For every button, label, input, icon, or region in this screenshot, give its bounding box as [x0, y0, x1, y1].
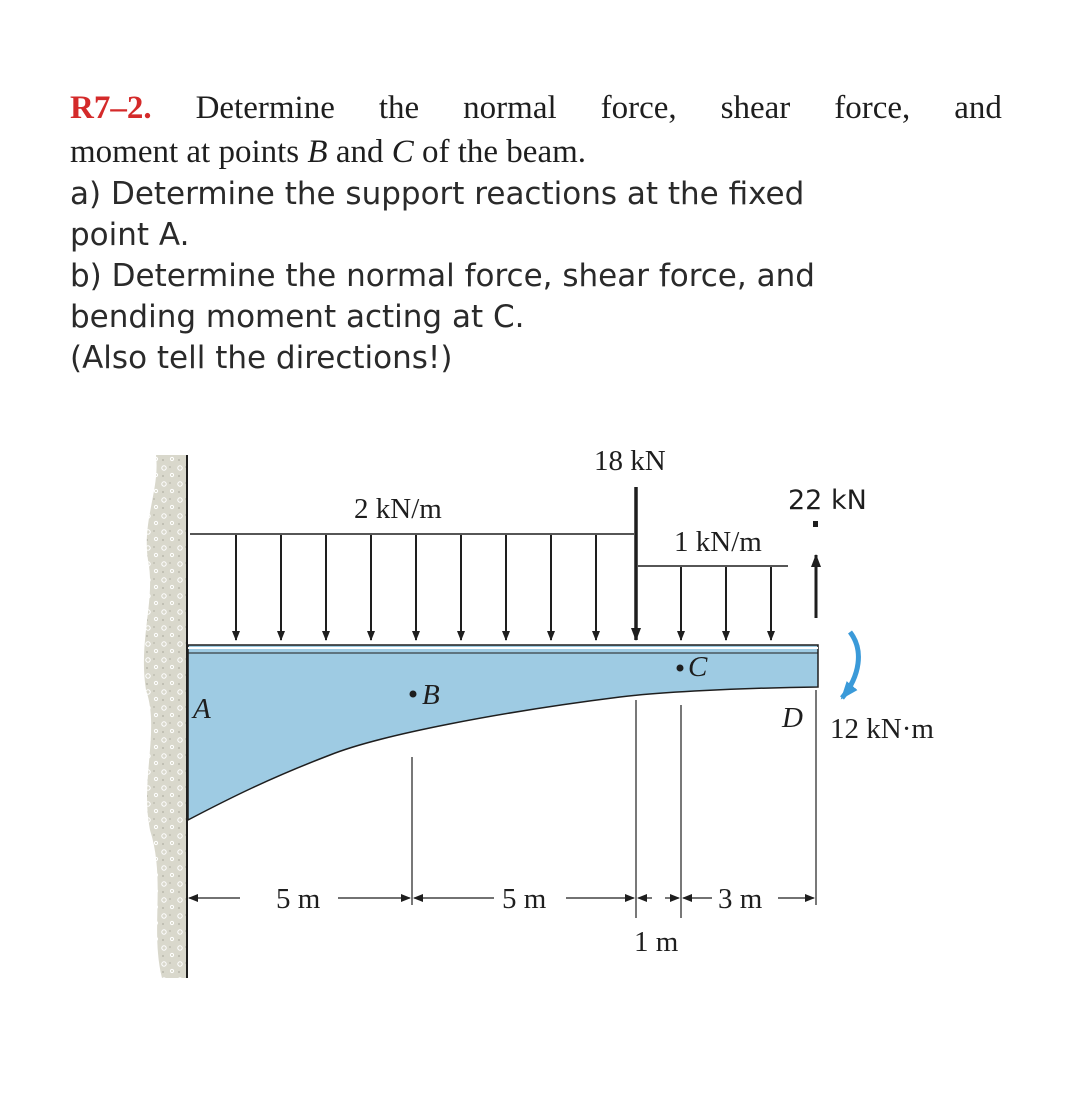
part-b-line-2: bending moment acting at C. — [70, 299, 525, 335]
dim-label-2: 5 m — [502, 883, 547, 915]
line2-point-c: C — [391, 134, 414, 170]
part-a-line-2: point A. — [70, 217, 190, 253]
line2-point-b: B — [307, 134, 328, 170]
part-b-line-1: b) Determine the normal force, shear force, and — [70, 258, 815, 294]
point-load-18kn-label: 18 kN — [594, 445, 666, 477]
point-c-label: C — [688, 651, 708, 683]
line2-post: of the beam. — [413, 134, 587, 170]
dim-label-1: 5 m — [276, 883, 321, 915]
line1-word: the — [378, 90, 420, 126]
beam — [188, 645, 818, 820]
point-a-label: A — [193, 693, 211, 725]
note-line: (Also tell the directions!) — [70, 340, 453, 376]
point-b-dot — [410, 691, 417, 698]
point-c-dot — [677, 665, 684, 672]
line1-word: force, — [600, 90, 677, 126]
dim-label-3: 1 m — [634, 926, 679, 958]
line2-and: and — [327, 134, 392, 170]
line1-word: shear — [720, 90, 791, 126]
dim-label-4: 3 m — [718, 883, 763, 915]
dist-load-left-label: 2 kN/m — [354, 493, 442, 525]
moment-arrow — [842, 632, 858, 698]
problem-number: R7–2. — [70, 90, 152, 126]
dist-load-right-label: 1 kN/m — [674, 526, 762, 558]
point-load-22kn-tick — [813, 521, 818, 527]
point-d-label: D — [782, 702, 803, 734]
point-b-label: B — [422, 679, 440, 711]
line2-pre: moment at points — [70, 134, 308, 170]
line1-word: and — [954, 90, 1002, 126]
line1-word: Determine — [195, 90, 335, 126]
part-a-line-1: a) Determine the support reactions at the fixed — [70, 176, 805, 212]
line1-word: normal — [463, 90, 557, 126]
line1-word: force, — [834, 90, 911, 126]
fixed-wall — [144, 455, 186, 978]
point-load-22kn-label: 22 kN — [788, 485, 867, 516]
moment-label: 12 kN·m — [830, 713, 934, 745]
